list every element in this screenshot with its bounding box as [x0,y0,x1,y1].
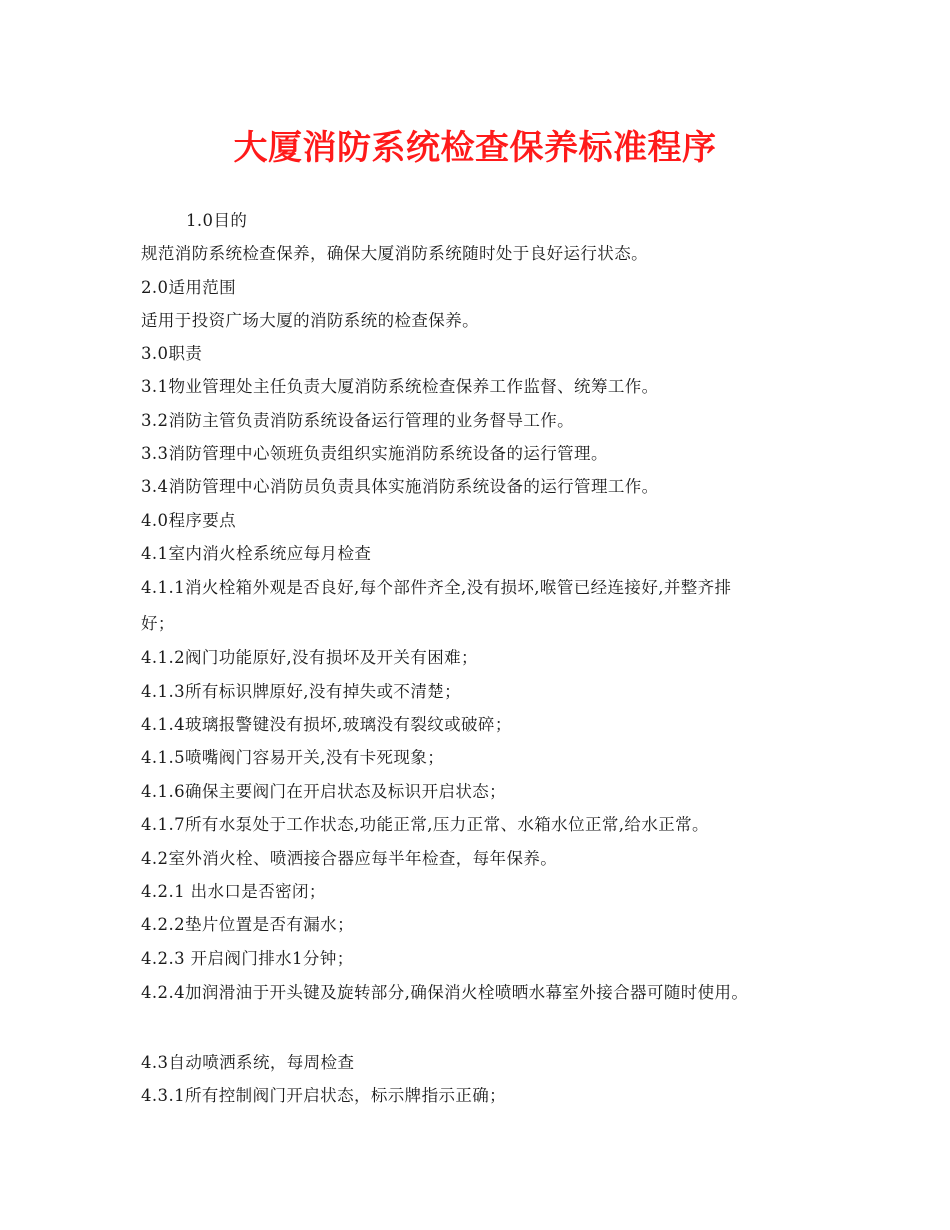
paragraph-line: 4.2室外消火栓、喷洒接合器应每半年检查，每年保养。 [141,849,558,868]
paragraph-line: 3.1物业管理处主任负责大厦消防系统检查保养工作监督、统筹工作。 [141,377,659,396]
section-heading-responsibilities: 3.0职责 [141,344,203,363]
paragraph-line: 4.1.1消火栓箱外观是否良好,每个部件齐全,没有损坏,喉管已经连接好,并整齐排 [141,578,732,597]
paragraph-line: 4.3.1所有控制阀门开启状态，标示牌指示正确； [141,1086,507,1105]
paragraph-line: 4.1.6确保主要阀门在开启状态及标识开启状态； [141,782,507,801]
paragraph-line: 3.3消防管理中心领班负责组织实施消防系统设备的运行管理。 [141,444,608,463]
section-heading-purpose: 1.0目的 [186,211,248,230]
paragraph-line: 4.1.5喷嘴阀门容易开关,没有卡死现象； [141,748,445,767]
paragraph-line: 3.4消防管理中心消防员负责具体实施消防系统设备的运行管理工作。 [141,477,659,496]
document-title: 大厦消防系统检查保养标准程序 [233,128,717,168]
paragraph-line: 4.1.3所有标识牌原好,没有掉失或不清楚； [141,682,462,701]
paragraph-line: 4.2.3 开启阀门排水1分钟； [141,949,354,968]
paragraph-line: 4.1室内消火栓系统应每月检查 [141,544,372,563]
paragraph-line: 3.2消防主管负责消防系统设备运行管理的业务督导工作。 [141,411,575,430]
paragraph-line: 4.1.4玻璃报警键没有损坏,玻璃没有裂纹或破碎； [141,715,512,734]
paragraph-line: 规范消防系统检查保养，确保大厦消防系统随时处于良好运行状态。 [141,244,648,263]
paragraph-line: 好； [141,614,175,633]
paragraph-line: 4.2.2垫片位置是否有漏水； [141,915,354,934]
paragraph-line: 4.2.4加润滑油于开头键及旋转部分,确保消火栓喷晒水幕室外接合器可随时使用。 [141,983,749,1002]
paragraph-line: 适用于投资广场大厦的消防系统的检查保养。 [141,311,479,330]
paragraph-line: 4.2.1 出水口是否密闭； [141,882,326,901]
paragraph-line: 4.3自动喷洒系统，每周检查 [141,1053,355,1072]
section-heading-scope: 2.0适用范围 [141,278,237,297]
section-heading-procedure: 4.0程序要点 [141,511,237,530]
paragraph-line: 4.1.2阀门功能原好,没有损坏及开关有困难； [141,648,478,667]
paragraph-line: 4.1.7所有水泵处于工作状态,功能正常,压力正常、水箱水位正常,给水正常。 [141,815,709,834]
